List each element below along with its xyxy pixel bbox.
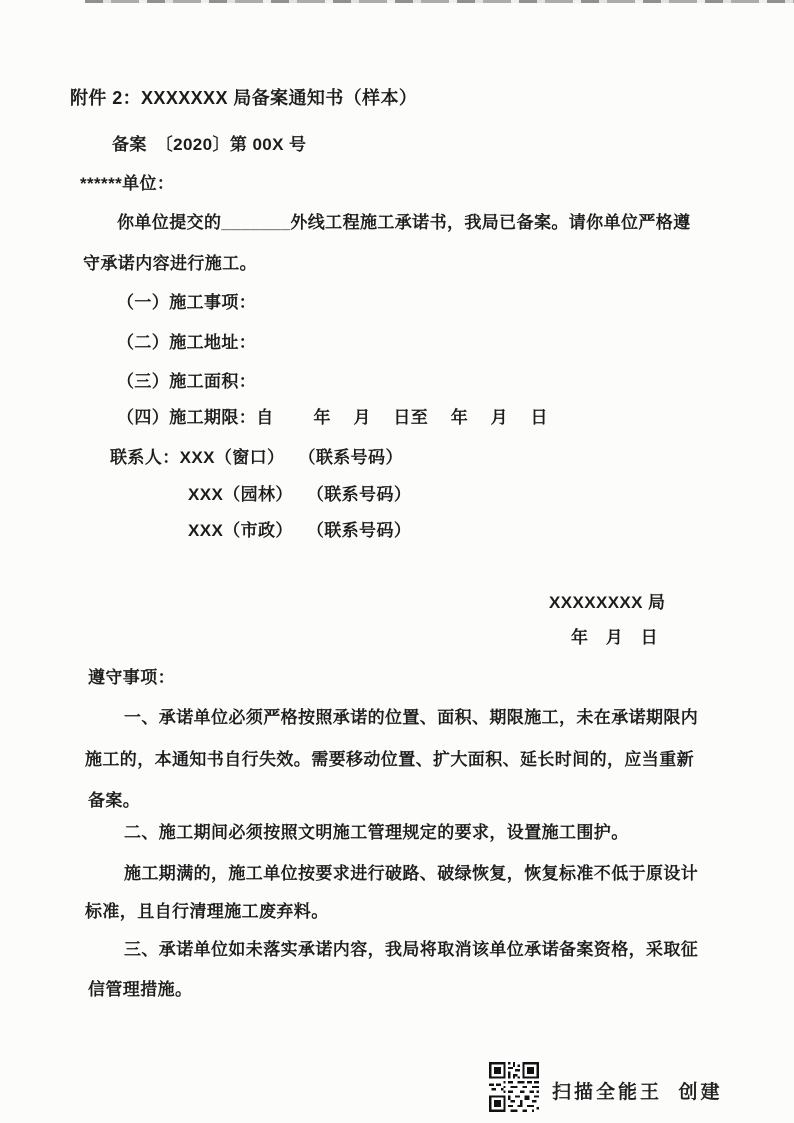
- compliance-item1-line2: 施工的，本通知书自行失效。需要移动位置、扩大面积、延长时间的，应当重新: [85, 750, 694, 769]
- compliance-item2-line2: 施工期满的，施工单位按要求进行破路、破绿恢复，恢复标准不低于原设计: [124, 864, 699, 883]
- intro-paragraph-line-1: 你单位提交的_______外线工程施工承诺书，我局已备案。请你单位严格遵: [117, 213, 691, 232]
- compliance-heading: 遵守事项：: [88, 668, 175, 687]
- intro-paragraph-line-2: 守承诺内容进行施工。: [83, 254, 257, 273]
- record-number: 备案 〔2020〕第 00X 号: [112, 135, 307, 154]
- item-construction-period: （四）施工期限：自 年 月 日至 年 月 日: [117, 408, 548, 427]
- item-construction-matter: （一）施工事项：: [117, 293, 257, 312]
- scan-edge-artifact: [85, 0, 794, 3]
- scanner-watermark-label: 扫描全能王 创建: [552, 1082, 723, 1103]
- compliance-item3-line2: 信管理措施。: [88, 980, 193, 999]
- compliance-item2-line1: 二、施工期间必须按照文明施工管理规定的要求，设置施工围护。: [124, 823, 629, 842]
- contact-municipal: XXX（市政） （联系号码）: [188, 521, 412, 540]
- item-construction-address: （二）施工地址：: [117, 333, 257, 352]
- signature-organization: XXXXXXXX 局: [549, 593, 666, 612]
- contact-landscaping: XXX（园林） （联系号码）: [188, 485, 412, 504]
- compliance-item2-line3: 标准，且自行清理施工废弃料。: [85, 902, 329, 921]
- attachment-title: 附件 2：XXXXXXX 局备案通知书（样本）: [70, 88, 418, 108]
- compliance-item1-line3: 备案。: [88, 791, 141, 810]
- addressee-line: ******单位：: [80, 174, 175, 193]
- qr-code-icon: [489, 1062, 539, 1112]
- item-construction-area: （三）施工面积：: [117, 372, 257, 391]
- contact-window: 联系人：XXX（窗口） （联系号码）: [110, 448, 403, 467]
- signature-date-blank: 年 月 日: [571, 628, 658, 647]
- compliance-item1-line1: 一、承诺单位必须严格按照承诺的位置、面积、期限施工，未在承诺期限内: [124, 708, 699, 727]
- compliance-item3-line1: 三、承诺单位如未落实承诺内容，我局将取消该单位承诺备案资格，采取征: [124, 940, 699, 959]
